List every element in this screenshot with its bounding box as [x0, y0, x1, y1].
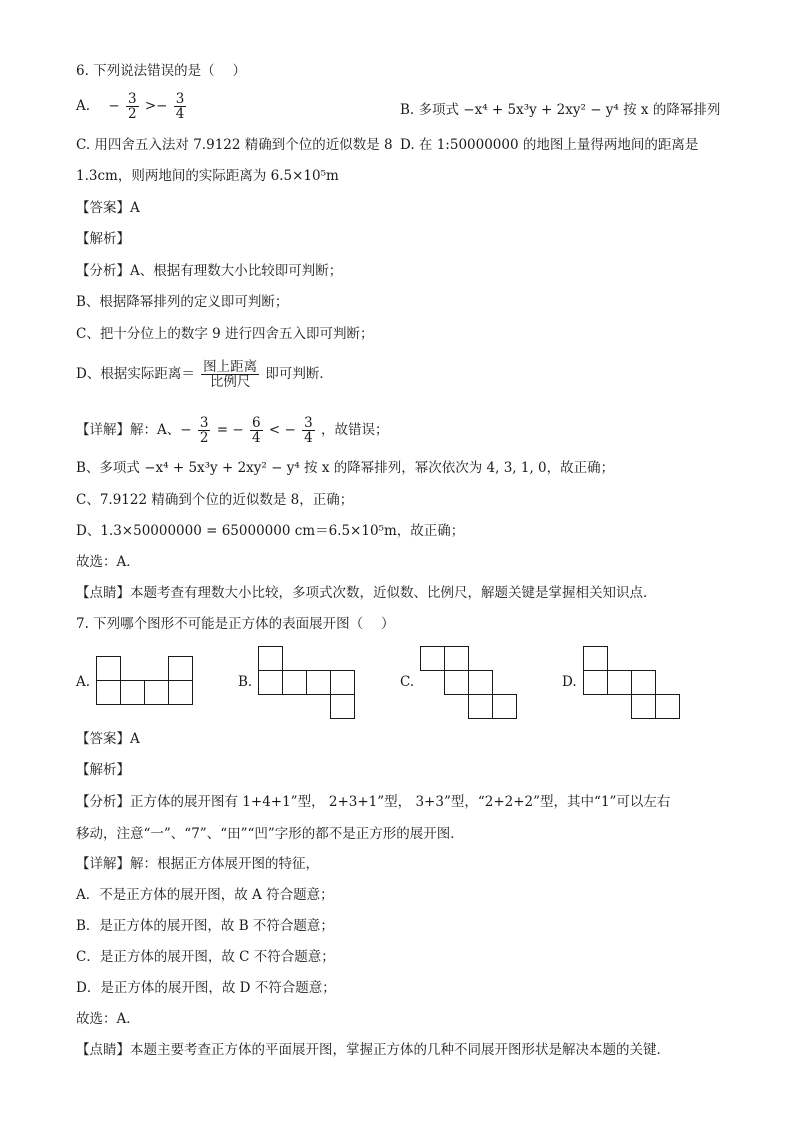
fraction: [302, 416, 315, 445]
q6-xiangjie-post: ，故错误；: [320, 422, 389, 438]
fraction-numerator: 图上距离: [203, 359, 258, 375]
fraction-numerator: 3: [199, 415, 209, 431]
q7-dianjing: 【点睛】本题主要考查正方体的平面展开图，掌握正方体的几种不同展开图形状是解决本题的关键．: [76, 1042, 670, 1058]
q7-fenxi-2: 移动，注意“一”、“7”、“田”“凹”字形的都不是正方形的展开图．: [76, 826, 464, 842]
q7-figure-c-label: C.: [400, 674, 415, 690]
q7-figure-d-label: D.: [562, 674, 577, 690]
q7-stem: 7. 下列哪个图形不可能是正方体的表面展开图（ ）: [76, 616, 395, 632]
q7-figure-c-net: [420, 646, 520, 720]
q6-xiangjie-pre: 【详解】解：A、−: [76, 422, 192, 438]
q7-fenxi-1: 【分析】正方体的展开图有 1+4+1”型， 2+3+1”型， 3+3”型，“2+2+2”型，其中“1”可以左右: [76, 794, 671, 810]
q6-fenxi-1: 【分析】A、根据有理数大小比较即可判断；: [76, 263, 343, 279]
fraction: [201, 360, 259, 389]
q6-fenxi-4-post: 即可判断．: [265, 366, 333, 382]
q6-fenxi-3: C、把十分位上的数字 9 进行四舍五入即可判断；: [76, 326, 374, 342]
q7-xiangjie-b: B．是正方体的展开图，故 B 不符合题意；: [76, 918, 334, 934]
fraction: [250, 416, 263, 445]
q6-option-a-label: A.: [76, 98, 91, 114]
q7-figure-a-net: [96, 656, 196, 706]
q6-option-d-line1: D. 在 1:50000000 的地图上量得两地间的距离是: [400, 137, 699, 153]
q6-xiangjie-a: [76, 416, 388, 445]
fraction-numerator: 3: [127, 91, 137, 107]
fraction: [198, 416, 211, 445]
fraction-denominator: 2: [127, 106, 137, 122]
q6-fenxi-4-pre: D、根据实际距离＝: [76, 366, 195, 382]
fraction-numerator: 3: [175, 91, 185, 107]
q6-answer: 【答案】A: [76, 200, 140, 216]
fraction: [126, 92, 139, 121]
q6-option-d-line2: 1.3cm，则两地间的实际距离为 6.5×10⁵m: [76, 168, 339, 184]
fraction-numerator: 3: [304, 415, 313, 431]
greater-than: >−: [144, 98, 168, 114]
q7-answer: 【答案】A: [76, 731, 140, 747]
q7-xiangjie-c: C．是正方体的展开图，故 C 不符合题意；: [76, 949, 335, 965]
fraction-denominator: 比例尺: [209, 374, 251, 390]
equals-sign: = −: [216, 422, 244, 438]
q6-option-b: B. 多项式 −x⁴ + 5x³y + 2xy² − y⁴ 按 x 的降幂排列: [400, 102, 721, 118]
q7-analysis-heading: 【解析】: [76, 762, 130, 778]
q7-figure-b-net: [258, 646, 358, 720]
fraction-denominator: 4: [175, 106, 185, 122]
q6-option-c: C. 用四舍五入法对 7.9122 精确到个位的近似数是 8: [76, 137, 393, 153]
fraction-denominator: 2: [199, 430, 209, 446]
q6-dianjing: 【点睛】本题考查有理数大小比较，多项式次数，近似数、比例尺，解题关键是掌握相关知识点．: [76, 585, 657, 601]
q7-xiangjie-d: D．是正方体的展开图，故 D 不符合题意；: [76, 980, 336, 996]
fraction-denominator: 4: [304, 430, 313, 446]
q7-select: 故选：A．: [76, 1011, 140, 1027]
q6-fenxi-2: B、根据降幂排列的定义即可判断；: [76, 294, 289, 310]
q7-xiangjie: 【详解】解：根据正方体展开图的特征，: [76, 856, 319, 872]
fraction-denominator: 4: [251, 430, 261, 446]
q6-xiangjie-d: D、1.3×50000000 = 65000000 cm＝6.5×10⁵m，故正确；: [76, 523, 465, 539]
q6-stem: 6. 下列说法错误的是（ ）: [76, 63, 246, 79]
q6-xiangjie-c: C、7.9122 精确到个位的近似数是 8，正确；: [76, 492, 354, 508]
q6-fenxi-4: [76, 360, 333, 389]
q6-analysis-heading: 【解析】: [76, 231, 130, 247]
q7-figure-d-net: [583, 646, 683, 720]
q6-xiangjie-b: B、多项式 −x⁴ + 5x³y + 2xy² − y⁴ 按 x 的降幂排列，幂次依次为 4, 3, 1, 0，故正确；: [76, 460, 615, 476]
minus-sign: −: [108, 98, 120, 114]
q7-figure-a-label: A.: [76, 674, 91, 690]
less-than: < −: [268, 422, 296, 438]
q6-option-a: [76, 92, 188, 121]
fraction-numerator: 6: [251, 415, 261, 431]
fraction: [174, 92, 187, 121]
q7-figure-b-label: B.: [238, 674, 253, 690]
q6-select: 故选：A．: [76, 554, 140, 570]
q7-xiangjie-a: A．不是正方体的展开图，故 A 符合题意；: [76, 887, 334, 903]
